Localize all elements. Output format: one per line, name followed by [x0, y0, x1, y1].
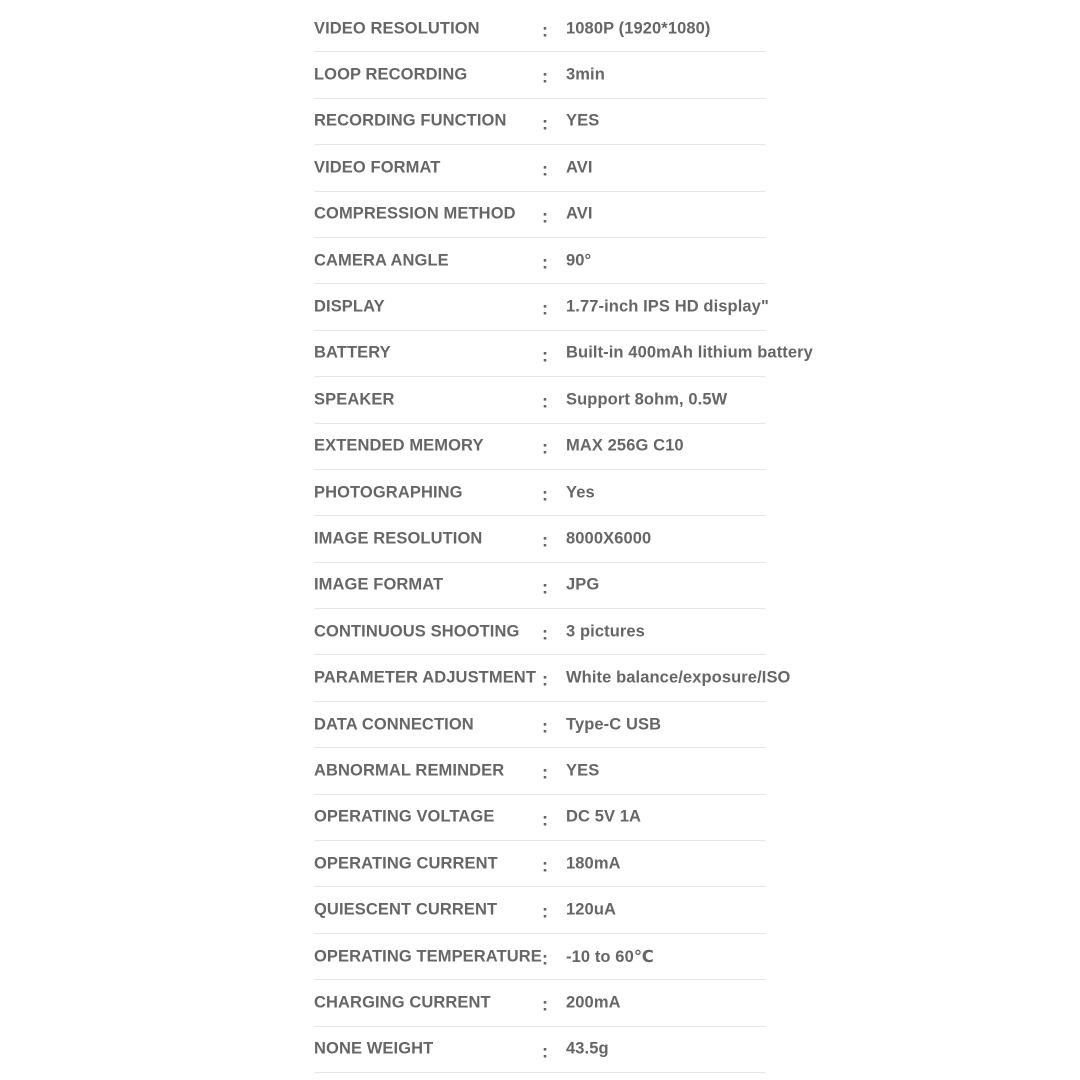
spec-separator: :	[542, 206, 549, 227]
spec-row	[314, 980, 766, 1026]
spec-row	[314, 145, 766, 191]
spec-value: Built-in 400mAh lithium battery	[566, 343, 813, 362]
spec-value: 200mA	[566, 993, 621, 1012]
spec-row	[314, 1027, 766, 1073]
spec-row	[314, 655, 791, 701]
spec-separator: :	[542, 66, 549, 87]
spec-separator: :	[542, 762, 549, 783]
spec-value: YES	[566, 761, 600, 780]
spec-separator: :	[542, 484, 549, 505]
spec-separator: :	[542, 716, 549, 737]
spec-separator: :	[542, 391, 549, 412]
spec-separator: :	[542, 901, 549, 922]
spec-row	[314, 6, 766, 52]
spec-separator: :	[542, 855, 549, 876]
spec-value: Yes	[566, 483, 595, 502]
spec-row	[314, 238, 766, 284]
spec-separator: :	[542, 809, 549, 830]
spec-label: SPEAKER	[314, 390, 395, 409]
spec-label: OPERATING TEMPERATURE	[314, 947, 542, 965]
spec-label: VIDEO RESOLUTION	[314, 19, 480, 38]
spec-label: CAMERA ANGLE	[314, 251, 449, 270]
spec-label: EXTENDED MEMORY	[314, 436, 484, 455]
spec-row	[314, 99, 766, 145]
spec-separator: :	[542, 669, 549, 690]
spec-value: AVI	[566, 158, 593, 177]
spec-separator: :	[542, 577, 549, 598]
spec-separator: :	[542, 948, 549, 969]
spec-row	[314, 424, 766, 470]
spec-separator: :	[542, 20, 549, 41]
spec-separator: :	[542, 623, 549, 644]
spec-label: DATA CONNECTION	[314, 715, 474, 734]
spec-separator: :	[542, 437, 549, 458]
spec-value: MAX 256G C10	[566, 436, 684, 455]
spec-row	[314, 52, 766, 98]
spec-row	[314, 284, 769, 330]
spec-value: 120uA	[566, 900, 617, 919]
spec-value: 1.77-inch IPS HD display"	[566, 297, 769, 316]
spec-separator: :	[542, 345, 549, 366]
spec-label: VIDEO FORMAT	[314, 158, 441, 177]
spec-label: IMAGE RESOLUTION	[314, 529, 483, 548]
spec-row	[314, 887, 766, 933]
spec-value: AVI	[566, 204, 593, 223]
spec-separator: :	[542, 1041, 549, 1062]
spec-value: 3 pictures	[566, 622, 645, 641]
spec-label: NONE WEIGHT	[314, 1039, 434, 1058]
spec-row	[314, 702, 766, 748]
spec-value: 43.5g	[566, 1039, 609, 1058]
spec-label: OPERATING VOLTAGE	[314, 807, 495, 826]
spec-value: Support 8ohm, 0.5W	[566, 390, 728, 409]
spec-table	[314, 6, 813, 1073]
spec-value: White balance/exposure/ISO	[566, 668, 791, 687]
spec-row	[314, 516, 766, 562]
spec-label: OPERATING CURRENT	[314, 854, 498, 873]
spec-label: LOOP RECORDING	[314, 65, 468, 84]
spec-separator: :	[542, 113, 549, 134]
spec-label: BATTERY	[314, 343, 391, 362]
spec-value: JPG	[566, 575, 600, 594]
spec-row	[314, 377, 766, 423]
spec-label: QUIESCENT CURRENT	[314, 900, 498, 919]
spec-label: CONTINUOUS SHOOTING	[314, 622, 520, 641]
spec-separator: :	[542, 159, 549, 180]
spec-row	[314, 331, 813, 377]
spec-value: 90°	[566, 251, 592, 270]
spec-label: ABNORMAL REMINDER	[314, 761, 505, 780]
spec-row	[314, 748, 766, 794]
spec-value: 1080P (1920*1080)	[566, 19, 711, 38]
spec-value: DC 5V 1A	[566, 807, 642, 826]
spec-label: PARAMETER ADJUSTMENT	[314, 668, 537, 687]
spec-separator: :	[542, 298, 549, 319]
spec-separator: :	[542, 252, 549, 273]
spec-value: 3min	[566, 65, 605, 84]
spec-value: -10 to 60℃	[566, 947, 654, 966]
spec-value: Type-C USB	[566, 715, 662, 734]
spec-label: COMPRESSION METHOD	[314, 204, 516, 223]
spec-label: IMAGE FORMAT	[314, 575, 444, 594]
spec-label: RECORDING FUNCTION	[314, 111, 507, 130]
spec-label: DISPLAY	[314, 297, 385, 316]
spec-row	[314, 470, 766, 516]
spec-row	[314, 795, 766, 841]
spec-separator: :	[542, 994, 549, 1015]
spec-value: 8000X6000	[566, 529, 652, 548]
spec-value: YES	[566, 111, 600, 130]
spec-label: PHOTOGRAPHING	[314, 483, 463, 502]
spec-row	[314, 609, 766, 655]
spec-value: 180mA	[566, 854, 621, 873]
spec-separator: :	[542, 530, 549, 551]
spec-row	[314, 841, 766, 887]
spec-row	[314, 934, 766, 980]
spec-label: CHARGING CURRENT	[314, 993, 491, 1012]
spec-row	[314, 192, 766, 238]
spec-row	[314, 563, 766, 609]
